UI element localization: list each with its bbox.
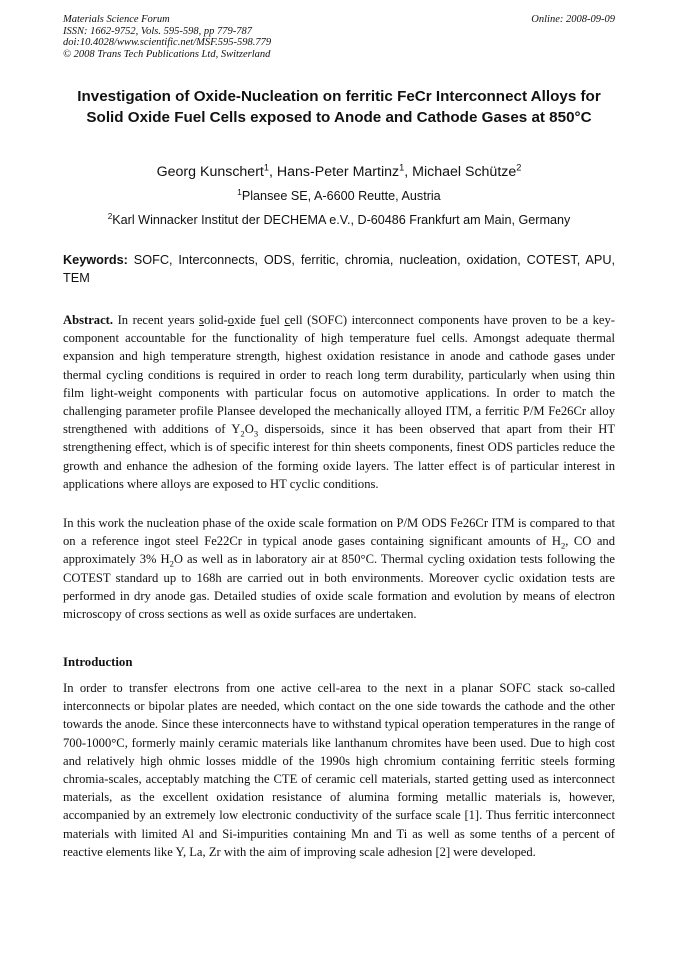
abstract-label: Abstract. [63, 313, 114, 327]
affiliation-text: Plansee SE, A-6600 Reutte, Austria [241, 189, 441, 203]
subscript: 3 [253, 428, 259, 439]
abstract-underlined-letter: o [227, 313, 235, 327]
abstract-paragraph [63, 311, 615, 493]
issn-line: ISSN: 1662-9752, Vols. 595-598, pp 779-787 [63, 25, 252, 37]
author-name: Georg Kunschert [156, 164, 264, 180]
online-date: Online: 2008-09-09 [531, 14, 615, 25]
author-affiliation-mark: 1 [263, 162, 270, 173]
abstract-text: uel [264, 313, 285, 327]
abstract-text: xide [234, 313, 261, 327]
abstract-underlined-letter: c [284, 313, 291, 327]
subscript: 2 [240, 428, 245, 439]
abstract-text: In recent years [117, 313, 200, 327]
affiliation-2 [63, 212, 615, 228]
affiliation-text: Karl Winnacker Institut der DECHEMA e.V., D-60486 Frankfurt am Main, Germany [112, 213, 571, 227]
copyright-line: © 2008 Trans Tech Publications Ltd, Switzerland [63, 48, 271, 60]
abstract-paragraph-2 [63, 514, 615, 623]
paper-title: Investigation of Oxide-Nucleation on ferritic FeCr Interconnect Alloys for Solid Oxide Fuel Cells exposed to Anode and Cathode Gases at 850°C [77, 88, 601, 126]
keywords-label: Keywords: [63, 253, 128, 267]
abstract-text: ell (SOFC) interconnect components have proven to be a key-component accountable for the functionality of high temperature fuel cells. Amongst adequate thermal expansion and high temperature strength, highest oxidation resistance in anode and cathode gases under thermal cycling conditions is required in order to reach long term durability, particularly when using thin film light-weight components with particular focus on automotive applications. In order to match the challenging parameter profile Plansee developed the mechanically alloyed ITM, a ferritic P/M Fe26Cr alloy strengthened with additions of Y [63, 313, 615, 437]
journal-header [63, 14, 615, 60]
author-list [63, 162, 615, 182]
subscript: 2 [169, 558, 174, 569]
abstract-text: olid- [203, 313, 228, 327]
abstract-underlined-letter: f [260, 313, 265, 327]
paragraph-text: O as well as in laboratory air at 850°C. Thermal cycling oxidation tests following the COTEST standard up to 168h are carried out in both environments. Moreover cyclic oxidation tests are performed in dry anode gas. Detailed studies of oxide scale formation and evolution by means of electron microscopy of cross sections as well as oxide surfaces are undertaken. [63, 552, 615, 622]
author-name: Michael Schütze [412, 164, 517, 180]
introduction-paragraph: In order to transfer electrons from one active cell-area to the next in a planar SOFC stack so-called interconnects or bipolar plates are needed, which contact on the one side towards the cathode and the other towards the anode. Since these interconnects have to withstand typical operation temperatures in the range of 700-1000°C, formerly mainly ceramic materials like lanthanum chromites have been used. Due to high cost and relatively high ohmic losses middle of the 1990s high chromium containing ferritic steels forming chromia-scales, acceptably matching the CTE of ceramic cell materials, started getting used as interconnect materials, as the excellent oxidation resistance of alumina forming metallic materials is, however, accompanied by an extremely low electronic conductivity of the surface scale [1]. Thus ferritic interconnect materials with limited Al and Si-impurities containing Mn and Ti as well as some tenths of a percent of reactive elements like Y, La, Zr with the aim of improving scale adhesion [2] were developed. [63, 681, 615, 859]
subscript: 2 [561, 540, 566, 551]
doi-line: doi:10.4028/www.scientific.net/MSF.595-598.779 [63, 37, 272, 49]
abstract-text: O [244, 422, 254, 437]
paragraph-text: In this work the nucleation phase of the oxide scale formation on P/M ODS Fe26Cr ITM is compared to that on a reference ingot steel Fe22Cr in typical anode gases containing significant amounts of H [63, 516, 615, 549]
author-separator: , [269, 164, 277, 180]
keywords-text: SOFC, Interconnects, ODS, ferritic, chromia, nucleation, oxidation, COTEST, APU, TEM [63, 253, 616, 285]
paragraph-text: , CO and approximately 3% H [63, 534, 615, 567]
section-heading-introduction: Introduction [63, 655, 133, 669]
author-separator: , [404, 164, 413, 180]
author-affiliation-mark: 2 [516, 162, 522, 173]
keywords [63, 251, 615, 287]
affiliation-mark: 2 [107, 211, 113, 221]
affiliation-1 [63, 188, 615, 204]
author-name: Hans-Peter Martinz [276, 164, 400, 180]
author-affiliation-mark: 1 [399, 162, 405, 173]
abstract-underlined-letter: s [199, 313, 204, 327]
journal-name: Materials Science Forum [63, 14, 170, 25]
abstract-text: dispersoids, since it has been observed that apart from their HT strengthening effect, which is of specific interest for thin sheets components, finest ODS particles reduce the growth and enhance the adhesion of the forming oxide layers. The latter effect is of particular interest in applications where alloys are exposed to HT cyclic conditions. [63, 422, 616, 491]
affiliation-mark: 1 [237, 187, 242, 197]
